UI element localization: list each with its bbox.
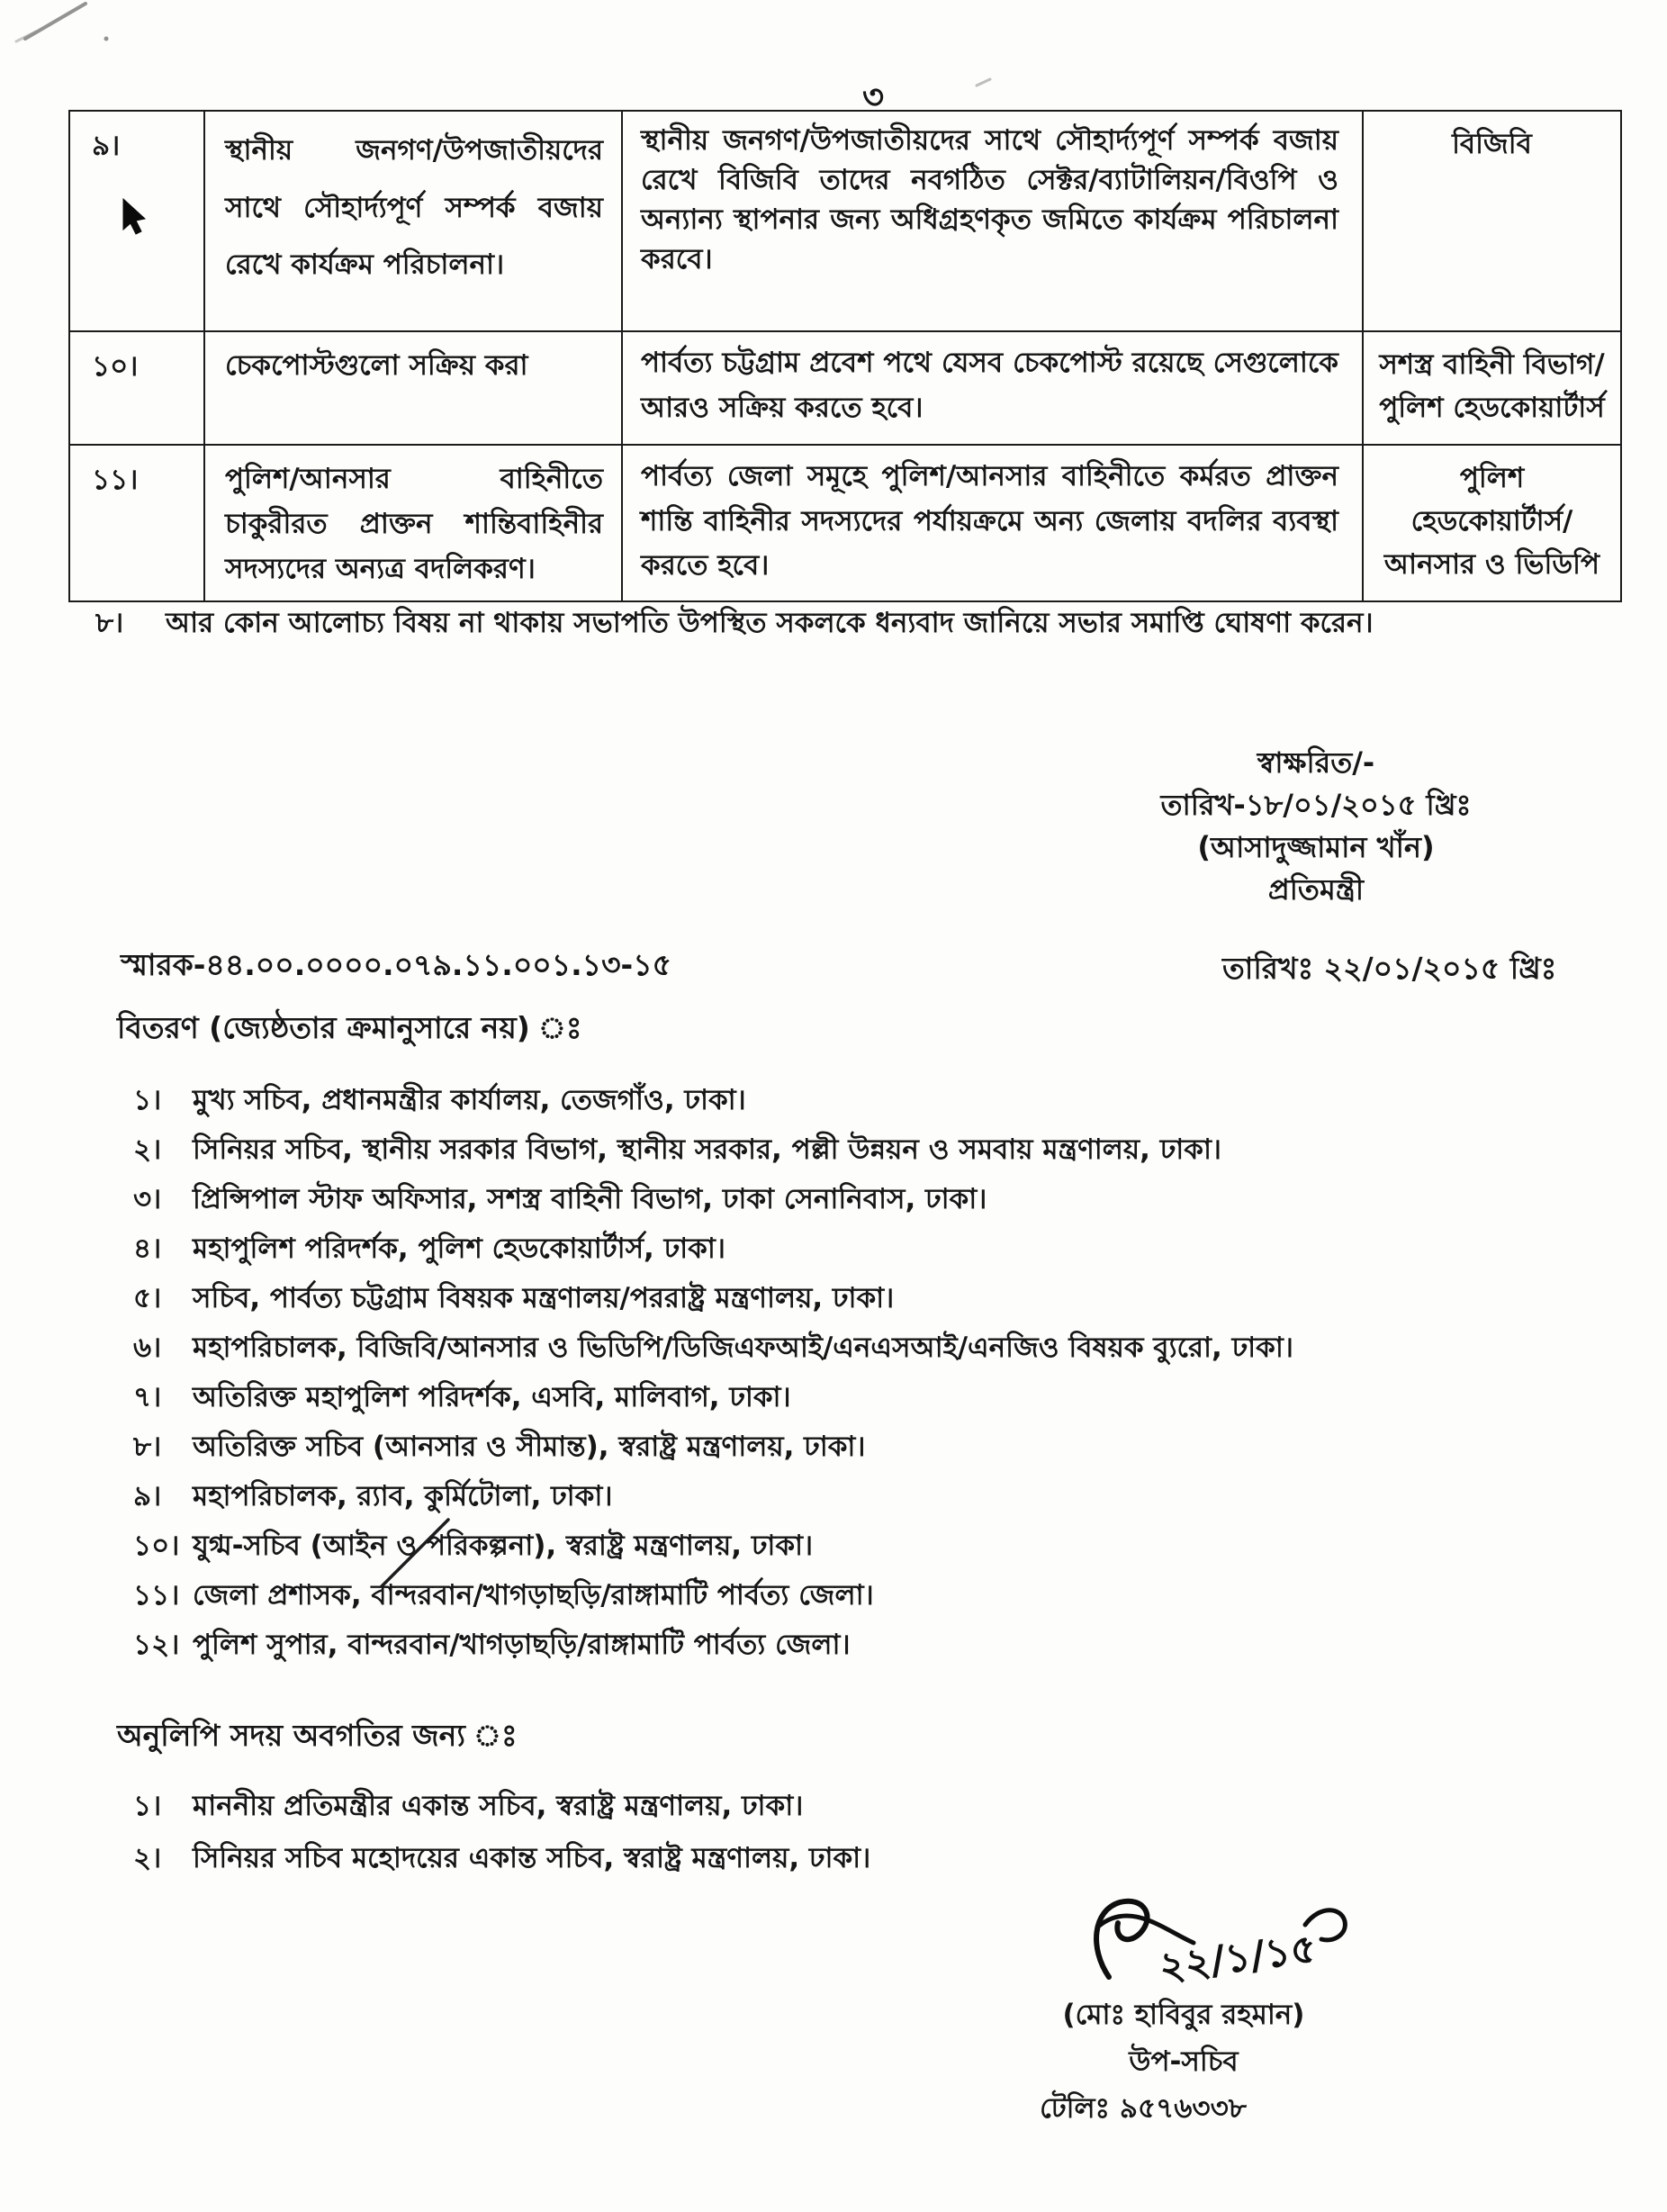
- closing-serial: ৮।: [95, 607, 124, 639]
- table-row: [69, 331, 1621, 445]
- signature-block: [1037, 742, 1595, 911]
- list-item: [133, 1475, 1293, 1524]
- decision-cell: পার্বত্য জেলা সমূহে পুলিশ/আনসার বাহিনীতে কর্মরত প্রাক্তন শান্তি বাহিনীর সদস্যদের পর্যায়ক্রমে অন্য জেলায় বদলির ব্যবস্থা করতে হবে।: [622, 445, 1363, 601]
- item-number: ২।: [133, 1842, 162, 1874]
- distribution-heading: বিতরণ (জ্যেষ্ঠতার ক্রমানুসারে নয়) ঃ: [117, 1010, 582, 1045]
- item-text: মহাপরিচালক, র‍্যাব, কুর্মিটোলা, ঢাকা।: [193, 1480, 613, 1512]
- item-text: মহাপরিচালক, বিজিবি/আনসার ও ভিডিপি/ডিজিএফআই/এনএসআই/এনজিও বিষয়ক ব্যুরো, ঢাকা।: [193, 1332, 1293, 1364]
- signatory-name: (আসাদুজ্জামান খাঁন): [1197, 830, 1435, 864]
- implementer-cell: পুলিশ হেডকোয়ার্টার্স/ আনসার ও ভিডিপি: [1363, 445, 1621, 601]
- item-text: অতিরিক্ত সচিব (আনসার ও সীমান্ত), স্বরাষ্ট্র মন্ত্রণালয়, ঢাকা।: [193, 1431, 866, 1463]
- list-item: [133, 1623, 1293, 1673]
- item-number: ৪।: [133, 1232, 162, 1265]
- list-item: [133, 1178, 1293, 1227]
- copy-list: [133, 1784, 870, 1889]
- item-text: সিনিয়র সচিব, স্থানীয় সরকার বিভাগ, স্থানীয় সরকার, পল্লী উন্নয়ন ও সমবায় মন্ত্রণালয়, ঢাকা।: [193, 1133, 1222, 1166]
- item-number: ১১।: [133, 1579, 180, 1612]
- implementer-cell: সশস্ত্র বাহিনী বিভাগ/ পুলিশ হেডকোয়ার্টার্স: [1363, 331, 1621, 445]
- list-item: [133, 1128, 1293, 1178]
- list-item: [133, 1784, 870, 1837]
- distribution-list: [133, 1079, 1293, 1673]
- item-text: জেলা প্রশাসক, বান্দরবান/খাগড়াছড়ি/রাঙ্গামাটি পার্বত্য জেলা।: [193, 1579, 874, 1612]
- pen-stroke-mark: [977, 79, 990, 86]
- item-text: পুলিশ সুপার, বান্দরবান/খাগড়াছড়ি/রাঙ্গামাটি পার্বত্য জেলা।: [193, 1629, 851, 1661]
- item-number: ৯।: [133, 1480, 162, 1512]
- topic-cell: পুলিশ/আনসার বাহিনীতে চাকুরীরত প্রাক্তন শান্তিবাহিনীর সদস্যদের অন্যত্র বদলিকরণ।: [204, 445, 622, 601]
- item-number: ৭।: [133, 1381, 162, 1413]
- footer-phone: টেলিঃ ৯৫৭৬৩৩৮: [1040, 2092, 1247, 2125]
- table-row: [69, 111, 1621, 331]
- item-text: মুখ্য সচিব, প্রধানমন্ত্রীর কার্যালয়, তেজগাঁও, ঢাকা।: [193, 1084, 746, 1116]
- copy-heading: অনুলিপি সদয় অবগতির জন্য ঃ: [117, 1718, 518, 1753]
- item-text: সিনিয়র সচিব মহোদয়ের একান্ত সচিব, স্বরাষ্ট্র মন্ত্রণালয়, ঢাকা।: [193, 1842, 871, 1874]
- item-number: ১২।: [133, 1629, 180, 1661]
- pen-stroke-mark: [25, 4, 86, 39]
- signatory-title: প্রতিমন্ত্রী: [1267, 872, 1365, 907]
- list-item: [133, 1837, 870, 1889]
- handwritten-date-text: ২২/১/১৫: [1157, 1925, 1320, 1991]
- signature-date: তারিখ-১৮/০১/২০১৫ খ্রিঃ: [1160, 788, 1472, 822]
- memo-number: স্মারক-৪৪.০০.০০০০.০৭৯.১১.০০১.১৩-১৫: [121, 947, 672, 982]
- item-number: ৩।: [133, 1183, 162, 1215]
- pen-dot-mark: [104, 37, 109, 41]
- item-text: মহাপুলিশ পরিদর্শক, পুলিশ হেডকোয়ার্টার্স, ঢাকা।: [193, 1232, 725, 1265]
- item-number: ১০।: [133, 1530, 180, 1562]
- footer-signatory-name: (মোঃ হাবিবুর রহমান): [1062, 1999, 1305, 2031]
- list-item: [133, 1425, 1293, 1475]
- table-row: [69, 445, 1621, 601]
- item-text: অতিরিক্ত মহাপুলিশ পরিদর্শক, এসবি, মালিবাগ, ঢাকা।: [193, 1381, 791, 1413]
- pen-stroke-mark: [16, 32, 36, 41]
- item-number: ৫।: [133, 1282, 162, 1314]
- item-text: যুগ্ম-সচিব (আইন ও পরিকল্পনা), স্বরাষ্ট্র মন্ত্রণালয়, ঢাকা।: [193, 1530, 814, 1562]
- implementer-cell: বিজিবি: [1363, 111, 1621, 331]
- closing-paragraph: [95, 601, 1590, 648]
- serial-cell: ১১।: [69, 445, 204, 601]
- decision-cell: স্থানীয় জনগণ/উপজাতীয়দের সাথে সৌহার্দ্যপূর্ণ সম্পর্ক বজায় রেখে বিজিবি তাদের নবগঠিত সেক্টর/ব্যাটালিয়ন/বিওপি ও অন্যান্য স্থাপনার জন্য অধিগ্রহণকৃত জমিতে কার্যক্রম পরিচালনা করবে।: [622, 111, 1363, 331]
- list-item: [133, 1227, 1293, 1277]
- decision-table: [68, 110, 1622, 602]
- footer-signatory-title: উপ-সচিব: [1129, 2045, 1239, 2078]
- list-item: [133, 1326, 1293, 1376]
- serial-cell: ১০।: [69, 331, 204, 445]
- item-text: মাননীয় প্রতিমন্ত্রীর একান্ত সচিব, স্বরাষ্ট্র মন্ত্রণালয়, ঢাকা।: [193, 1790, 804, 1822]
- item-number: ২।: [133, 1133, 162, 1166]
- list-item: [133, 1277, 1293, 1326]
- item-number: ১।: [133, 1084, 162, 1116]
- item-text: প্রিন্সিপাল স্টাফ অফিসার, সশস্ত্র বাহিনী বিভাগ, ঢাকা সেনানিবাস, ঢাকা।: [193, 1183, 987, 1215]
- item-number: ৮।: [133, 1431, 162, 1463]
- page-number: ৩: [861, 77, 885, 116]
- serial-cell: ৯।: [69, 111, 204, 331]
- list-item: [133, 1376, 1293, 1425]
- memo-date: তারিখঃ ২২/০১/২০১৫ খ্রিঃ: [1222, 951, 1557, 986]
- closing-text: আর কোন আলোচ্য বিষয় না থাকায় সভাপতি উপস্থিত সকলকে ধন্যবাদ জানিয়ে সভার সমাপ্তি ঘোষণা করেন।: [166, 607, 1374, 639]
- item-number: ৬।: [133, 1332, 162, 1364]
- list-item: [133, 1524, 1293, 1574]
- list-item: [133, 1574, 1293, 1623]
- decision-cell: পার্বত্য চট্টগ্রাম প্রবেশ পথে যেসব চেকপোস্ট রয়েছে সেগুলোকে আরও সক্রিয় করতে হবে।: [622, 331, 1363, 445]
- signed-label: স্বাক্ষরিত/-: [1257, 745, 1375, 780]
- list-item: [133, 1079, 1293, 1128]
- item-number: ১।: [133, 1790, 162, 1822]
- topic-cell: চেকপোস্টগুলো সক্রিয় করা: [204, 331, 622, 445]
- item-text: সচিব, পার্বত্য চট্টগ্রাম বিষয়ক মন্ত্রণালয়/পররাষ্ট্র মন্ত্রণালয়, ঢাকা।: [193, 1282, 895, 1314]
- topic-cell: স্থানীয় জনগণ/উপজাতীয়দের সাথে সৌহার্দ্যপূর্ণ সম্পর্ক বজায় রেখে কার্যক্রম পরিচালনা।: [204, 111, 622, 331]
